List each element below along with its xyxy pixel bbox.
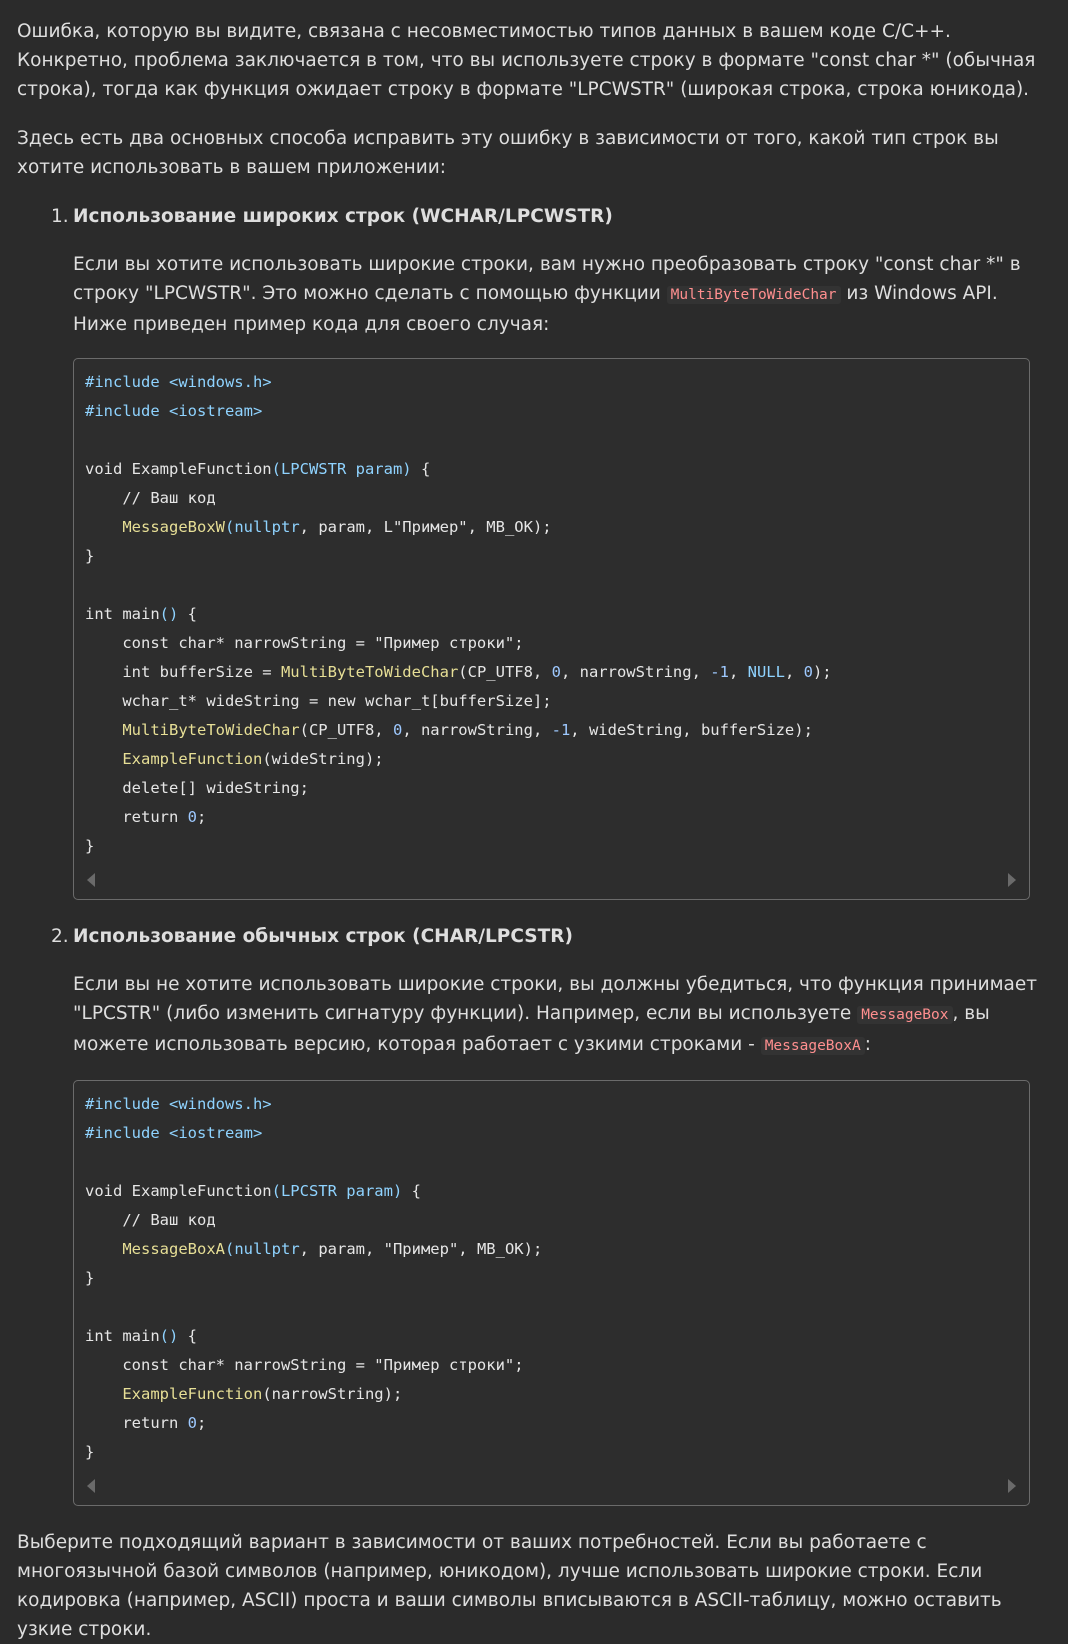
code-token: 0	[187, 808, 197, 826]
code-token: 0	[803, 663, 813, 681]
scroll-right-arrow-icon[interactable]	[1008, 873, 1016, 887]
code-token: MessageBoxA	[122, 1240, 225, 1258]
code-token: void ExampleFunction	[85, 1182, 272, 1200]
code-token: void ExampleFunction	[85, 460, 272, 478]
code-token: (CP_UTF8,	[458, 663, 552, 681]
code-token: , param, "Пример", MB_OK);	[299, 1240, 543, 1258]
desc-text: Если вы не хотите использовать широкие строки, вы должны убедиться, что функция принимает "LPCSTR" (либо изменить сигнатуру функции). Например, если вы используете	[73, 974, 1038, 1024]
code-block-2[interactable]	[73, 1080, 1030, 1506]
code-token: const char* narrowString = "Пример строки";	[85, 1356, 524, 1374]
code-line	[85, 1235, 1018, 1264]
code-token: // Ваш код	[85, 1211, 216, 1229]
code-line	[85, 1438, 1018, 1467]
message-content	[17, 17, 1053, 1644]
code-token: (CP_UTF8,	[299, 721, 393, 739]
list-item-description	[73, 250, 1053, 339]
code-lines	[85, 368, 1018, 861]
scroll-left-arrow-icon[interactable]	[87, 873, 95, 887]
code-token: ()	[159, 1327, 179, 1345]
inline-code: MessageBoxA	[761, 1037, 865, 1055]
list-item-description	[73, 970, 1053, 1061]
code-token: ;	[197, 808, 207, 826]
code-token: #include <iostream>	[85, 1124, 263, 1142]
code-token: 0	[392, 721, 403, 739]
code-token: // Ваш код	[85, 489, 216, 507]
code-token	[85, 1385, 122, 1403]
code-lines	[85, 1090, 1018, 1467]
desc-text: , вы можете использовать версию, которая работает с узкими строками -	[73, 1003, 990, 1055]
code-line	[85, 803, 1018, 832]
code-token: {	[411, 460, 431, 478]
code-line	[85, 368, 1018, 397]
code-token: #include <windows.h>	[85, 1095, 272, 1113]
code-line	[85, 600, 1018, 629]
code-token: return	[85, 1414, 188, 1432]
code-line	[85, 513, 1018, 542]
code-token: {	[178, 605, 197, 623]
code-token: int bufferSize =	[85, 663, 281, 681]
horizontal-scrollbar[interactable]	[85, 865, 1018, 891]
code-line	[85, 832, 1018, 861]
code-token: , narrowString,	[402, 721, 552, 739]
code-line	[85, 397, 1018, 426]
list-item-title: Использование широких строк (WCHAR/LPCWSTR)	[73, 206, 613, 227]
code-line	[85, 745, 1018, 774]
code-token: wchar_t* wideString = new wchar_t[bufferSize];	[85, 692, 552, 710]
code-token: (	[224, 1240, 235, 1258]
code-token: return	[85, 808, 188, 826]
code-token	[85, 721, 122, 739]
code-line	[85, 455, 1018, 484]
code-token: }	[85, 1443, 95, 1461]
list-number: 1.	[51, 206, 69, 227]
code-token: 0	[187, 1414, 197, 1432]
code-line	[85, 1148, 1018, 1177]
code-line	[85, 629, 1018, 658]
code-token: MultiByteToWideChar	[122, 721, 300, 739]
code-line	[85, 1119, 1018, 1148]
code-token: (	[224, 518, 235, 536]
code-token: ExampleFunction	[122, 1385, 263, 1403]
code-line	[85, 1293, 1018, 1322]
inline-code: MultiByteToWideChar	[667, 286, 841, 304]
code-token: int main	[85, 605, 160, 623]
code-line	[85, 716, 1018, 745]
code-token: #include <iostream>	[85, 402, 263, 420]
code-line	[85, 1177, 1018, 1206]
code-token: ()	[159, 605, 179, 623]
list-item-title: Использование обычных строк (CHAR/LPCSTR)	[73, 926, 573, 947]
code-line	[85, 542, 1018, 571]
list-item-1	[17, 202, 1053, 900]
horizontal-scrollbar[interactable]	[85, 1471, 1018, 1497]
code-token: , wideString, bufferSize);	[570, 721, 813, 739]
code-line	[85, 484, 1018, 513]
intro-paragraph: Ошибка, которую вы видите, связана с несовместимостью типов данных в вашем коде C/C++. Конкретно, проблема заключается в том, что вы используете строку в формате "const char *" (обычная строка), тогда как функция ожидает строку в формате "LPCWSTR" (широкая строка, строка юникода).	[17, 21, 1036, 100]
desc-text: из Windows API. Ниже приведен пример кода для своего случая:	[73, 283, 998, 335]
code-token: , param, L"Пример", MB_OK);	[299, 518, 552, 536]
code-line	[85, 1206, 1018, 1235]
code-line	[85, 426, 1018, 455]
code-token: (narrowString);	[262, 1385, 403, 1403]
code-token: delete[] wideString;	[85, 779, 309, 797]
code-token: );	[812, 663, 832, 681]
code-token: MultiByteToWideChar	[280, 663, 459, 681]
code-token: -1	[710, 663, 729, 681]
code-line	[85, 1409, 1018, 1438]
code-token: nullptr	[234, 1240, 300, 1258]
code-token: ExampleFunction	[122, 750, 263, 768]
code-token: }	[85, 837, 95, 855]
scroll-left-arrow-icon[interactable]	[87, 1479, 95, 1493]
code-line	[85, 774, 1018, 803]
code-line	[85, 1351, 1018, 1380]
desc-text: :	[864, 1034, 871, 1055]
code-token: }	[85, 1269, 95, 1287]
code-token: {	[402, 1182, 421, 1200]
code-token: MessageBoxW	[122, 518, 225, 536]
code-token	[85, 750, 122, 768]
code-token: int main	[85, 1327, 160, 1345]
list-number: 2.	[51, 926, 69, 947]
ways-paragraph: Здесь есть два основных способа исправить эту ошибку в зависимости от того, какой тип строк вы хотите использовать в вашем приложении:	[17, 128, 999, 178]
code-token: #include <windows.h>	[85, 373, 272, 391]
code-token	[85, 1240, 122, 1258]
code-line	[85, 687, 1018, 716]
code-token: (LPCWSTR param)	[271, 460, 412, 478]
code-line	[85, 1264, 1018, 1293]
code-token: 0	[551, 663, 561, 681]
code-token: ,	[784, 663, 804, 681]
code-token: -1	[551, 721, 571, 739]
code-token: }	[85, 547, 95, 565]
final-paragraph: Выберите подходящий вариант в зависимости от ваших потребностей. Если вы работаете с многоязычной базой символов (например, юникодом), лучше использовать широкие строки. Если кодировка (например, ASCII) проста и ваши символы вписываются в ASCII-таблицу, можно оставить узкие строки.	[17, 1532, 1002, 1640]
code-block-1[interactable]	[73, 358, 1030, 900]
code-token: , narrowString,	[560, 663, 711, 681]
code-line	[85, 658, 1018, 687]
code-token: (LPCSTR param)	[271, 1182, 403, 1200]
code-token: NULL	[747, 663, 785, 681]
code-token: ,	[728, 663, 748, 681]
code-line	[85, 1090, 1018, 1119]
code-token: nullptr	[234, 518, 300, 536]
code-token: const char* narrowString = "Пример строки";	[85, 634, 524, 652]
list-item-2	[17, 922, 1053, 1506]
code-token: ;	[197, 1414, 207, 1432]
desc-text: Если вы хотите использовать широкие строки, вам нужно преобразовать строку "const char *" в строку "LPCWSTR". Это можно сделать с помощью функции	[73, 254, 1021, 304]
code-token: (wideString);	[262, 750, 384, 768]
code-token	[85, 518, 122, 536]
code-line	[85, 1322, 1018, 1351]
scroll-right-arrow-icon[interactable]	[1008, 1479, 1016, 1493]
inline-code: MessageBox	[857, 1006, 952, 1024]
code-line	[85, 1380, 1018, 1409]
code-line	[85, 571, 1018, 600]
code-token: {	[178, 1327, 197, 1345]
